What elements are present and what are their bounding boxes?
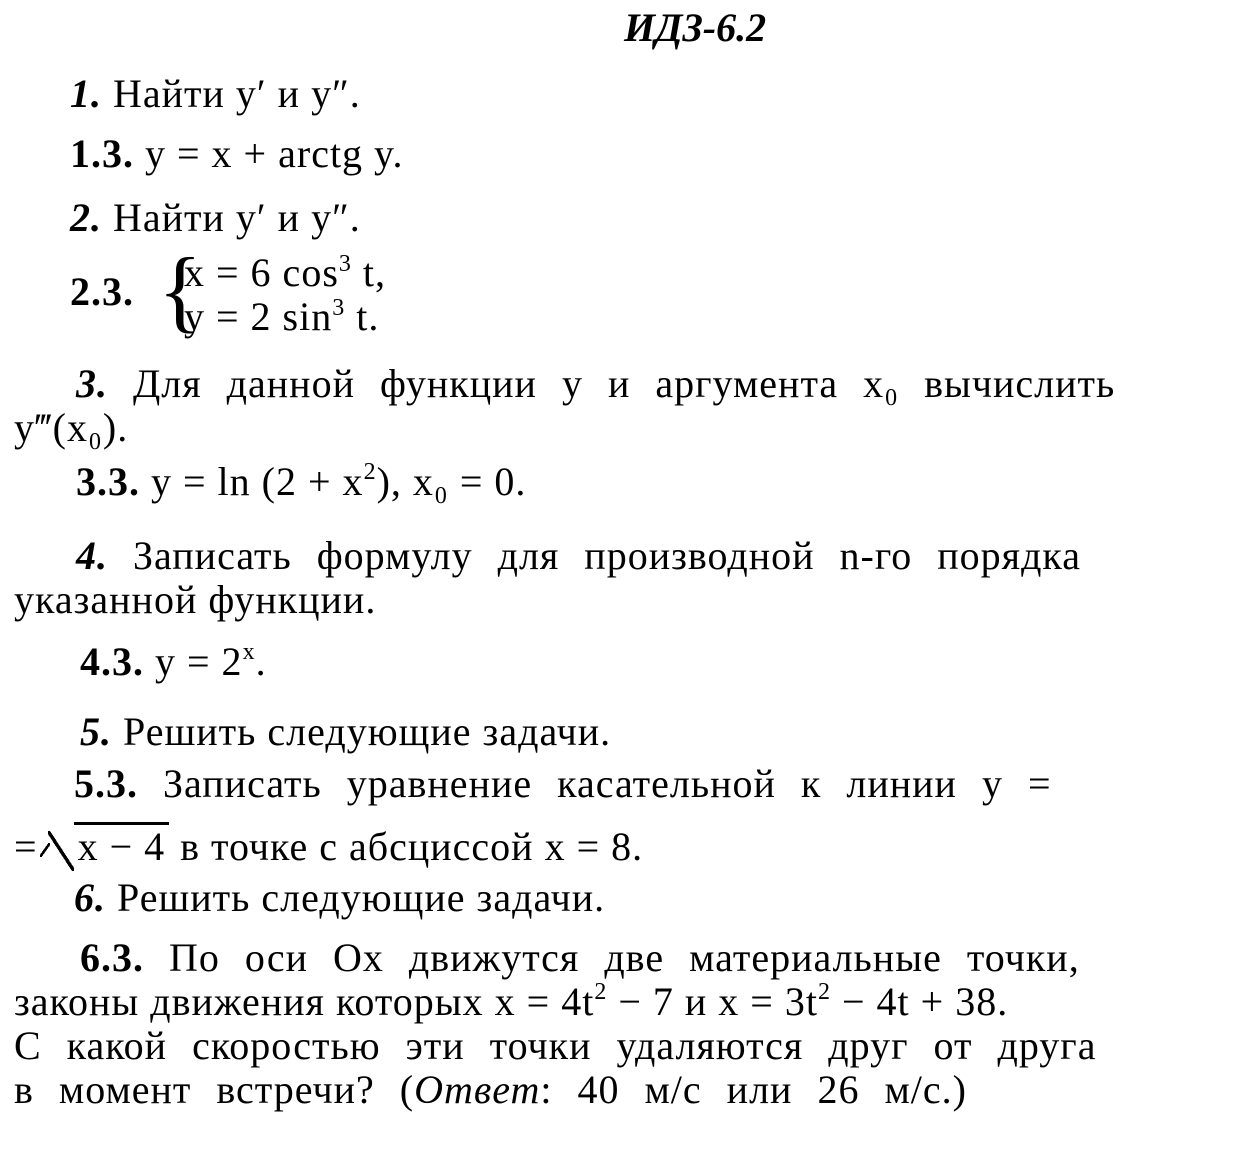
task-number: 3. bbox=[76, 361, 108, 406]
task-text: Найти y′ и y″. bbox=[102, 71, 361, 116]
task-5-3-text bbox=[74, 760, 1052, 808]
task-number: 4. bbox=[76, 533, 108, 578]
system-row-x bbox=[184, 250, 386, 296]
task-5-heading bbox=[80, 708, 611, 756]
task-text: в момент встречи? ( bbox=[14, 1067, 415, 1112]
curly-brace: { bbox=[158, 239, 203, 341]
subtask-number: 3.3. bbox=[76, 459, 140, 504]
square-root bbox=[74, 822, 170, 869]
answer-text: : 40 м/с или 26 м/с.) bbox=[540, 1067, 967, 1112]
task-3-3-formula bbox=[76, 458, 526, 506]
task-text: Записать формулу для производной n-го порядка bbox=[108, 533, 1082, 578]
formula: y = x + arctg y. bbox=[134, 131, 404, 176]
page-title: ИДЗ-6.2 bbox=[624, 5, 767, 50]
task-1-3-formula bbox=[70, 130, 403, 178]
formula-part: − 7 и x = 3t bbox=[607, 979, 818, 1024]
task-text: Найти y′ и y″. bbox=[102, 195, 361, 240]
task-text: Решить следующие задачи. bbox=[106, 875, 606, 920]
task-text: в точке с абсциссой x = 8. bbox=[169, 824, 644, 869]
task-3-heading bbox=[76, 360, 1115, 408]
task-6-3-line-3: С какой скоростью эти точки удаляются друг от друга bbox=[14, 1023, 1097, 1068]
task-6-3-line-1 bbox=[80, 934, 1080, 982]
formula-part: − 4t + 38. bbox=[830, 979, 1009, 1024]
exponent: 2 bbox=[817, 979, 831, 1005]
task-1-heading bbox=[70, 70, 361, 118]
radicand: x − 4 bbox=[77, 824, 166, 869]
system-row-y bbox=[184, 294, 379, 340]
formula-part: . bbox=[255, 639, 267, 684]
subtask-number: 5.3. bbox=[74, 761, 138, 806]
formula-part: ), x₀ = 0. bbox=[376, 459, 527, 504]
task-6-heading bbox=[74, 874, 605, 922]
formula-part: t. bbox=[345, 294, 380, 339]
exponent: x bbox=[242, 639, 256, 665]
formula-part: y = 2 sin bbox=[184, 294, 333, 339]
answer-label: Ответ bbox=[414, 1067, 541, 1112]
task-number: 2. bbox=[70, 195, 102, 240]
equals-sign: = bbox=[14, 824, 38, 869]
task-text: Для данной функции y и аргумента x₀ вычислить bbox=[108, 361, 1116, 406]
exponent: 3 bbox=[332, 295, 346, 321]
task-3-heading-continued: y‴(x₀). bbox=[14, 405, 129, 450]
task-5-3-text-continued bbox=[14, 822, 643, 871]
subtask-number: 6.3. bbox=[80, 935, 144, 980]
task-4-heading-continued: указанной функции. bbox=[14, 577, 377, 622]
task-2-heading bbox=[70, 194, 361, 242]
task-number: 6. bbox=[74, 875, 106, 920]
subtask-number: 1.3. bbox=[70, 131, 134, 176]
task-text: Решить следующие задачи. bbox=[112, 709, 612, 754]
task-4-3-formula bbox=[80, 638, 267, 686]
task-number: 1. bbox=[70, 71, 102, 116]
subtask-number: 4.3. bbox=[80, 639, 144, 684]
task-4-heading bbox=[76, 532, 1081, 580]
subtask-number: 2.3. bbox=[70, 269, 134, 314]
formula-part: x = 6 cos bbox=[184, 250, 339, 295]
formula-part: t, bbox=[351, 250, 387, 295]
task-6-3-line-4 bbox=[14, 1066, 967, 1114]
task-text: По оси Ox движутся две материальные точки, bbox=[144, 935, 1080, 980]
task-number: 5. bbox=[80, 709, 112, 754]
exponent: 3 bbox=[338, 251, 352, 277]
formula-part: y = 2 bbox=[144, 639, 243, 684]
task-6-3-line-2 bbox=[14, 978, 1008, 1026]
formula-part: y = ln (2 + x bbox=[140, 459, 364, 504]
formula-part: законы движения которых x = 4t bbox=[14, 979, 595, 1024]
exponent: 2 bbox=[363, 459, 377, 485]
task-text: Записать уравнение касательной к линии y = bbox=[138, 761, 1052, 806]
exponent: 2 bbox=[594, 979, 608, 1005]
